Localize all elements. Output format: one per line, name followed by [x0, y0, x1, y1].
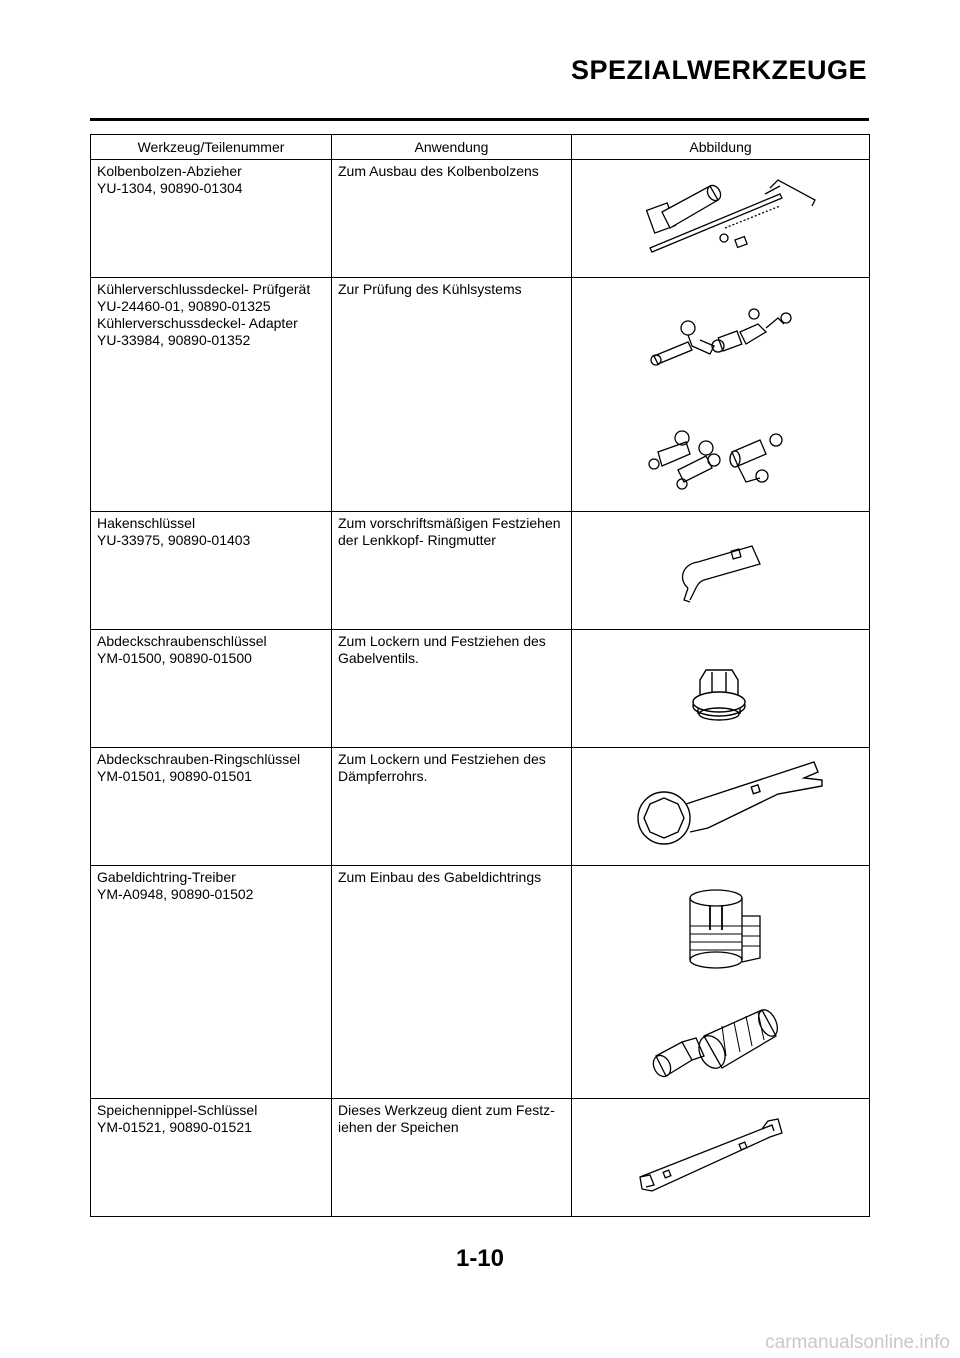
- use-cell: [332, 160, 572, 278]
- table-row: [91, 866, 870, 1099]
- use-cell: [332, 630, 572, 748]
- tool-name-cell: [91, 512, 332, 630]
- table-row: [91, 512, 870, 630]
- figure-cell: [572, 160, 870, 278]
- use-text: Zum Einbau des Gabeldichtrings: [338, 869, 542, 885]
- piston-pin-puller-illustration: [630, 166, 830, 266]
- page-number: 1-10: [455, 1245, 505, 1272]
- fork-seal-driver-attachment-illustration: [652, 996, 782, 1086]
- tool-name: Abdeckschrauben-Ringschlüssel: [97, 751, 301, 767]
- use-text: Zum Ausbau des Kolbenbolzens: [338, 163, 539, 179]
- table-row: [91, 630, 870, 748]
- tool-name-cell: [91, 1099, 332, 1217]
- column-header-tool: Werkzeug/Teilenummer: [91, 135, 332, 160]
- radiator-cap-adapter-illustration: [642, 426, 792, 506]
- part-number: YU-24460-01, 90890-01325: [97, 298, 271, 314]
- tool-name: Hakenschlüssel: [97, 515, 196, 531]
- use-cell: [332, 278, 572, 512]
- use-text: Zur Prüfung des Kühlsystems: [338, 281, 522, 297]
- use-cell: [332, 866, 572, 1099]
- tool-name: Speichennippel-Schlüssel: [97, 1102, 258, 1118]
- table-header-row: [91, 135, 870, 160]
- figure-cell: [572, 1099, 870, 1217]
- part-number: YU-1304, 90890-01304: [97, 180, 243, 196]
- figure-cell: [572, 278, 870, 512]
- part-number: YM-01500, 90890-01500: [97, 650, 252, 666]
- table-row: [91, 748, 870, 866]
- watermark[interactable]: carmanualsonline.info: [765, 1332, 950, 1353]
- page-title: SPEZIALWERKZEUGE: [570, 55, 867, 85]
- use-text: Zum vorschriftsmäßigen Festziehen der Lenkkopf- Ringmutter: [338, 515, 561, 548]
- tool-name-cell: [91, 160, 332, 278]
- spoke-nipple-wrench-illustration: [634, 1111, 794, 1201]
- tool-name: Abdeckschraubenschlüssel: [97, 633, 267, 649]
- tool-name: Gabeldichtring-Treiber: [97, 869, 236, 885]
- cap-bolt-ring-wrench-illustration: [618, 758, 828, 848]
- use-text: Dieses Werkzeug dient zum Festz-iehen der Speichen: [338, 1102, 555, 1135]
- tool-name-cell: [91, 866, 332, 1099]
- use-cell: [332, 1099, 572, 1217]
- use-text: Zum Lockern und Festziehen des Dämpferrohrs.: [338, 751, 546, 784]
- tool-name: Kühlerverschlussdeckel- Prüfgerät: [97, 281, 311, 297]
- column-header-use: Anwendung: [332, 135, 572, 160]
- steering-nut-wrench-illustration: [674, 540, 774, 610]
- fork-seal-driver-illustration: [680, 886, 770, 976]
- radiator-cap-tester-illustration: [648, 306, 798, 381]
- tool-name: Kolbenbolzen-Abzieher: [97, 163, 242, 179]
- tool-name-cell: [91, 630, 332, 748]
- table-row: [91, 278, 870, 512]
- tool-name-cell: [91, 278, 332, 512]
- table-row: [91, 1099, 870, 1217]
- part-number: YU-33975, 90890-01403: [97, 532, 251, 548]
- title-rule: [90, 118, 869, 121]
- part-number: YM-01521, 90890-01521: [97, 1119, 252, 1135]
- cap-bolt-wrench-illustration: [686, 662, 756, 732]
- figure-cell: [572, 748, 870, 866]
- part-number: YU-33984, 90890-01352: [97, 332, 251, 348]
- table-row: [91, 160, 870, 278]
- special-tools-table: [90, 134, 870, 1217]
- figure-cell: [572, 630, 870, 748]
- tool-name: Kühlerverschussdeckel- Adapter: [97, 315, 298, 331]
- use-cell: [332, 512, 572, 630]
- use-cell: [332, 748, 572, 866]
- part-number: YM-01501, 90890-01501: [97, 768, 252, 784]
- figure-cell: [572, 512, 870, 630]
- use-text: Zum Lockern und Festziehen des Gabelventils.: [338, 633, 546, 666]
- tool-name-cell: [91, 748, 332, 866]
- column-header-figure: Abbildung: [572, 135, 870, 160]
- figure-cell: [572, 866, 870, 1099]
- part-number: YM-A0948, 90890-01502: [97, 886, 254, 902]
